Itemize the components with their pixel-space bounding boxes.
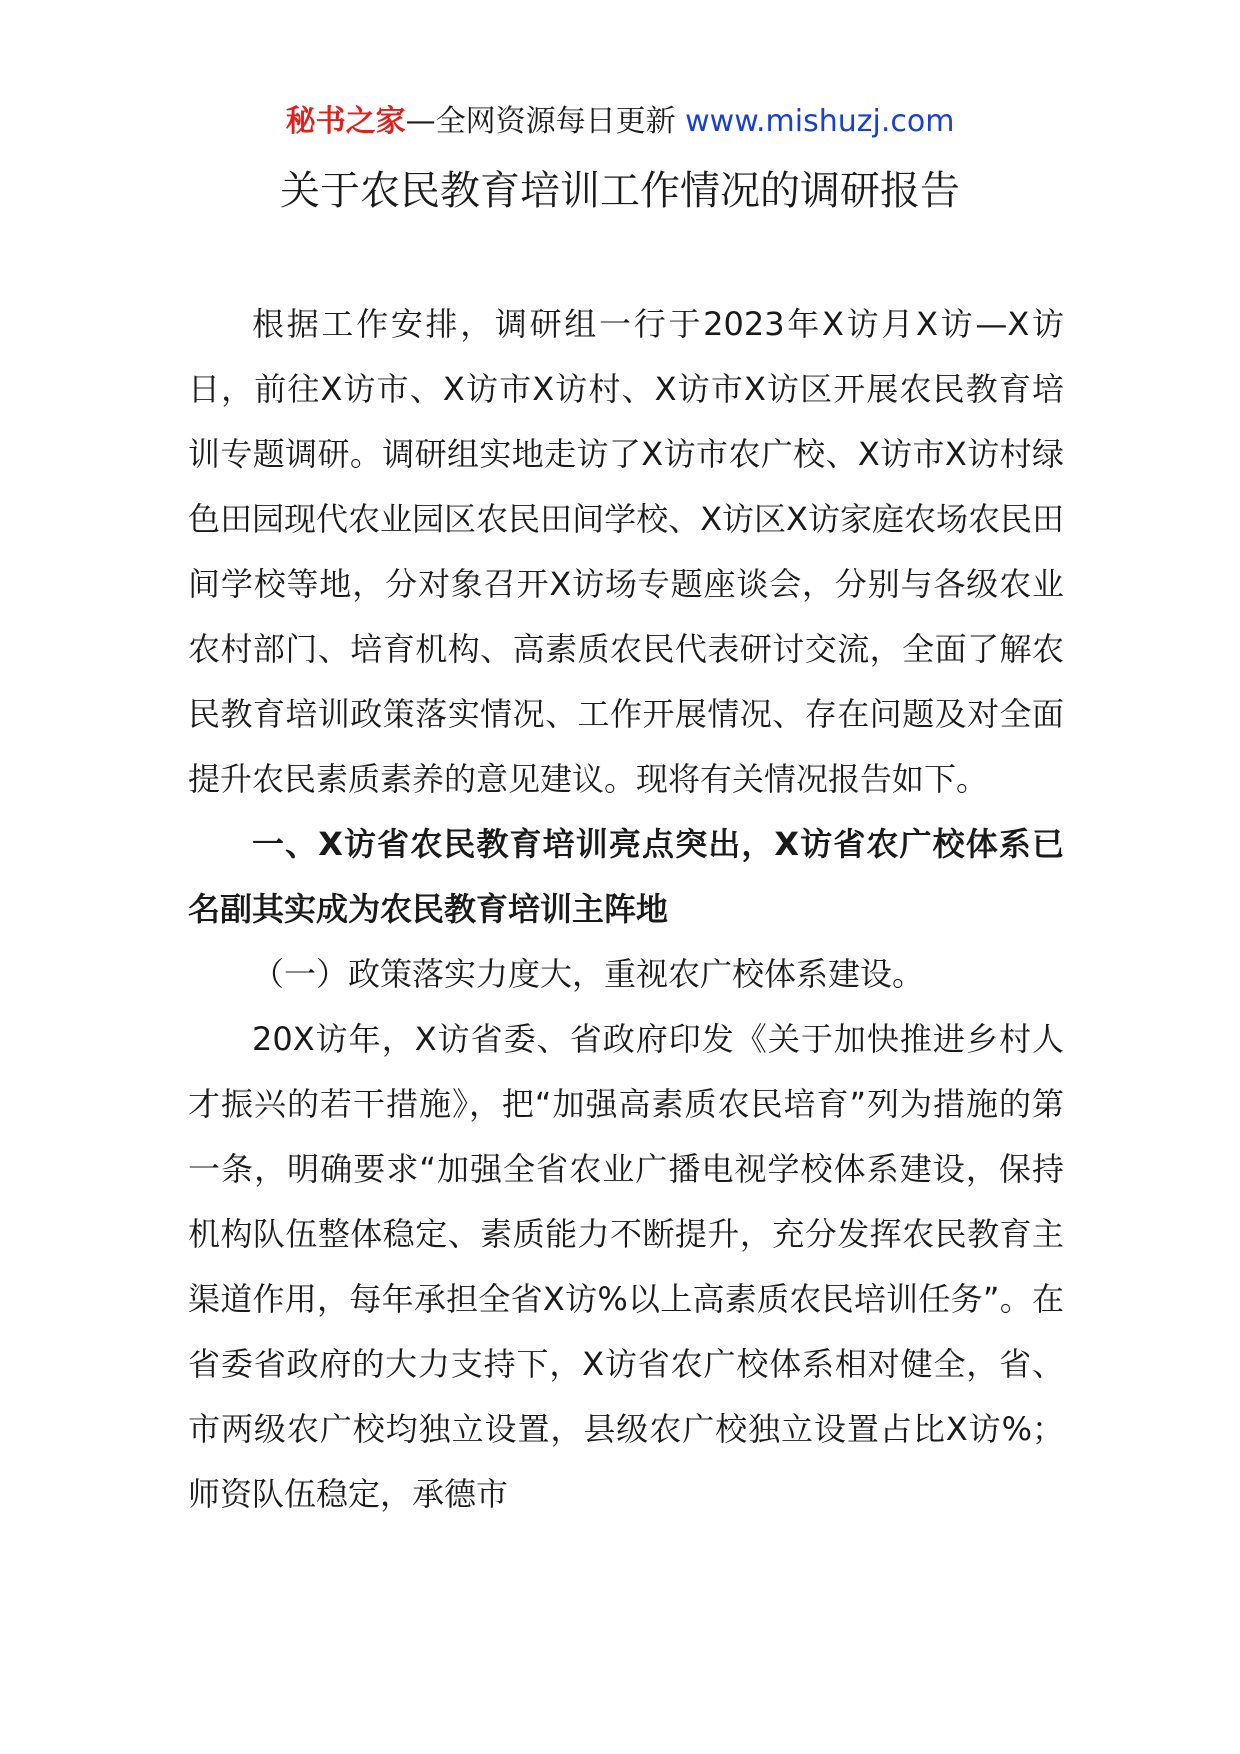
section-heading-1: 一、X访省农民教育培训亮点突出，X访省农广校体系已名副其实成为农民教育培训主阵地 <box>188 825 1064 928</box>
site-url-link[interactable]: www.mishuzj.com <box>685 104 955 139</box>
intro-paragraph: 根据工作安排，调研组一行于2023年X访月X访—X访日，前往X访市、X访市X访村、X访市X访区开展农民教育培训专题调研。调研组实地走访了X访市农广校、X访市X访村绿色田园现代农业园区农民田间学校、X访区X访家庭农场农民田间学校等地，分对象召开X访场专题座谈会，分别与各级农业农村部门、培育机构、高素质农民代表研讨交流，全面了解农民教育培训政策落实情况、工作开展情况、存在问题及对全面提升农民素质素养的意见建议。现将有关情况报告如下。 <box>188 305 1064 798</box>
body-paragraph: 20X访年，X访省委、省政府印发《关于加快推进乡村人才振兴的若干措施》，把“加强高素质农民培育”列为措施的第一条，明确要求“加强全省农业广播电视学校体系建设，保持机构队伍整体稳定、素质能力不断提升，充分发挥农民教育主渠道作用，每年承担全省X访%以上高素质农民培训任务”。在省委省政府的大力支持下，X访省农广校体系相对健全，省、市两级农广校均独立设置，县级农广校独立设置占比X访%；师资队伍稳定，承德市 <box>188 1020 1064 1513</box>
brand-name: 秘书之家 <box>285 104 406 139</box>
document-title: 关于农民教育培训工作情况的调研报告 <box>280 168 960 214</box>
banner-tagline: —全网资源每日更新 <box>405 104 686 139</box>
site-banner <box>0 100 1240 144</box>
document-body <box>188 292 1064 1527</box>
subsection-heading-1: （一）政策落实力度大，重视农广校体系建设。 <box>252 955 925 993</box>
